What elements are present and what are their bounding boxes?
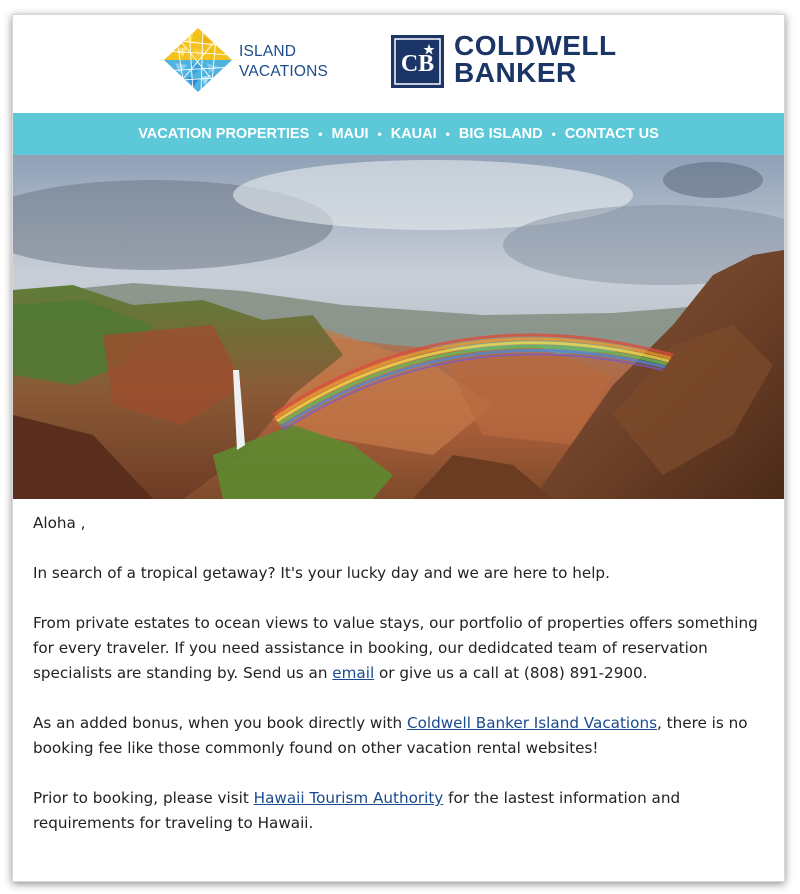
- svg-text:CB: CB: [400, 51, 435, 77]
- nav-big-island[interactable]: BIG ISLAND: [458, 126, 543, 142]
- hawaii-tourism-authority-link[interactable]: Hawaii Tourism Authority: [253, 789, 444, 807]
- island-vacations-wordmark[interactable]: [239, 42, 328, 82]
- portfolio-paragraph: [33, 611, 763, 686]
- island-vacations-logo-icon[interactable]: [163, 27, 233, 93]
- nav-maui[interactable]: MAUI: [331, 126, 369, 142]
- email-card: [12, 14, 785, 882]
- p4-text-after: for the lastest information and requirements for traveling to Hawaii.: [33, 789, 681, 832]
- coldwell-banker-wordmark[interactable]: [454, 32, 617, 86]
- coldwell-banker-logo-icon[interactable]: [391, 35, 444, 88]
- nav-kauai[interactable]: KAUAI: [390, 126, 437, 142]
- p2-text-before: From private estates to ocean views to value stays, our portfolio of properties offers something for every traveler. If you need assistance in booking, our dedidcated team of reservation specialists are standing by. Send us an: [33, 614, 758, 682]
- p3-text-after: , there is no booking fee like those commonly found on other vacation rental websites!: [33, 714, 748, 757]
- cb-logo-line2: BANKER: [454, 57, 577, 88]
- tourism-paragraph: [33, 786, 763, 836]
- island-logo-line1: ISLAND: [239, 43, 297, 60]
- cb-logo-line1: COLDWELL: [454, 30, 617, 61]
- main-nav: [13, 113, 784, 155]
- coldwell-banker-island-vacations-link[interactable]: Coldwell Banker Island Vacations: [406, 714, 657, 732]
- nav-separator: •: [445, 127, 450, 141]
- greeting: Aloha ,: [33, 514, 86, 532]
- nav-separator: •: [377, 127, 382, 141]
- email-body: [33, 511, 763, 861]
- nav-contact-us[interactable]: CONTACT US: [564, 126, 659, 142]
- hero-canyon-rainbow-image: [13, 155, 784, 499]
- nav-vacation-properties[interactable]: VACATION PROPERTIES: [138, 126, 310, 142]
- intro-paragraph: In search of a tropical getaway? It's your lucky day and we are here to help.: [33, 564, 610, 582]
- p4-text-before: Prior to booking, please visit: [33, 789, 254, 807]
- nav-separator: •: [551, 127, 556, 141]
- nav-separator: •: [318, 127, 323, 141]
- bonus-paragraph: [33, 711, 763, 761]
- email-link[interactable]: email: [332, 664, 375, 682]
- email-header: [13, 15, 784, 113]
- p3-text-before: As an added bonus, when you book directly with: [33, 714, 407, 732]
- p2-text-after: or give us a call at (808) 891-2900.: [374, 664, 648, 682]
- island-logo-line2: VACATIONS: [239, 63, 329, 80]
